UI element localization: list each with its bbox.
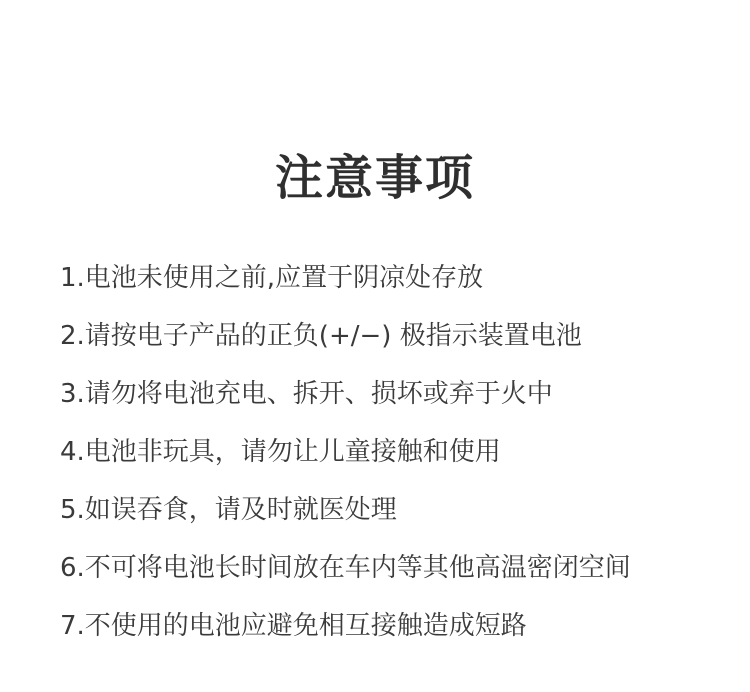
page-title: 注意事项 bbox=[274, 150, 475, 206]
notice-item-7: 7.不使用的电池应避免相互接触造成短路 bbox=[60, 611, 527, 641]
notice-item-4: 4.电池非玩具，请勿让儿童接触和使用 bbox=[60, 437, 501, 467]
notice-item-3: 3.请勿将电池充电、拆开、损坏或弃于火中 bbox=[60, 379, 553, 409]
notice-item-5: 5.如误吞食，请及时就医处理 bbox=[60, 495, 397, 525]
notice-item-1: 1.电池未使用之前,应置于阴凉处存放 bbox=[60, 263, 484, 293]
notice-list bbox=[60, 249, 740, 655]
notice-item-2: 2.请按电子产品的正负(+/−) 极指示装置电池 bbox=[60, 321, 582, 351]
notice-item-6: 6.不可将电池长时间放在车内等其他高温密闭空间 bbox=[60, 553, 631, 583]
